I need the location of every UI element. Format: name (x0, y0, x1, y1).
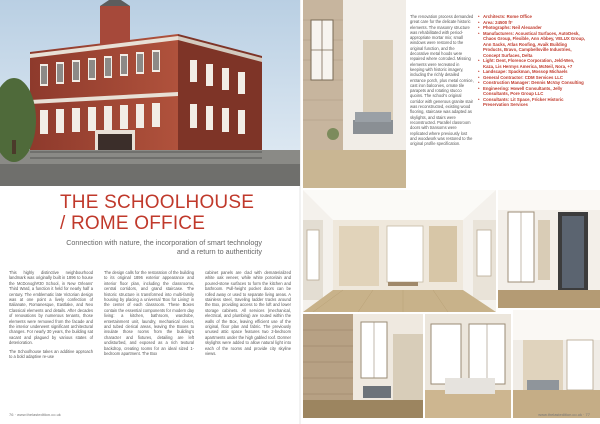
credit-item: • General Contractor: CDM Services LLC (478, 75, 586, 81)
article-title-line2: / ROME OFFICE (60, 213, 206, 234)
stair-photo (303, 314, 423, 418)
body-column-1 (9, 270, 93, 363)
credit-item: • Architects: Rome Office (478, 14, 586, 20)
body-paragraph: The Schoolhouse takes an additive approach to a bold adaptive re-use (9, 348, 93, 360)
credit-item: • Photographs: Neil Alexander (478, 25, 586, 31)
body-column-2 (104, 270, 194, 360)
interior-brick-photo (303, 0, 406, 188)
credit-item: • Consultants: Lit Space, Fricker Historic Preservation Services (478, 97, 586, 108)
body-column-3 (205, 270, 291, 360)
interior-living-photo (303, 190, 496, 312)
kitchen-photo (513, 310, 600, 418)
footer-right: www.thelastedition.co.uk · 77 (538, 412, 590, 417)
credit-item: • Light: Dent, Florence Corporation, Jeld-Wen, Kaza, Lis Hermys America, McNeil, Nora, +7 (478, 58, 586, 69)
exterior-photo (0, 0, 300, 186)
article-subtitle: Connection with nature, the incorporation of smart technology and a return to authenticity (66, 238, 262, 256)
footer-left: 76 · www.thelastedition.co.uk (9, 412, 61, 417)
project-credits (478, 14, 586, 108)
body-paragraph: The design calls for the restoration of the building to its original 1896 exterior appearance and interior floor plan, including the classrooms, central corridors, and grand staircase. The historic structure is transformed into multi-family housing by placing a universal 'Box for Living' in the center of each classroom. These Boxes contain the essential components for modern day living: a kitchen, bathroom, wardrobe, entertainment unit, laundry, mechanical closet, and tubed clerical areas, leaving the Boxes to insulate those rooms from the building's character and fixtures, detailing are left undisturbed, and exposed as a rich textural backdrop, creating rooms for an ideal sized 1-bedroom apartment. The Box (104, 270, 194, 357)
body-paragraph: cabinet panels are clad with dematerialized white oak veneer, while white porcelain and poured-stone surfaces to form the kitchen and bathroom. Pull-height pocket doors can be rolled away or used to separate living areas. A stainless steel, traveling ladder tracks around the Box, providing access to the loft and lower storage cabinets. All services (mechanical, electrical, and plumbing) are routed within the walls of the Box, leaving efficient use of the original, floor plan and fabric. The previously unused attic space features two 2-bedroom apartments under the high gabled roof. Dormer skylights were added to allow natural light into each of the rooms and provide city skyline views. (205, 270, 291, 357)
credit-item: • Manufacturers: Acoustical Surfaces, AutoDesk, Chaos Group, Flexible, Ann Abbey, VELUX Group, Ann Sacks, Atlas Roofing, Avaik Building Products, Bravo, Campbellsville Industries, Concept Surfaces, Delta (478, 31, 586, 59)
credit-item: • Construction Manager: Dennis McVay Consulting (478, 80, 586, 86)
credit-item: • Engineering: Howell Consultants, Jelly Consultants, Pore Group LLC (478, 86, 586, 97)
body-paragraph: This highly distinctive neighbourhood landmark was originally built in 1896 to house the McDonogh#30 School, in New Orleans' Third Ward, a function it held for nearly half a century. The emblematic late Victorian design was at one point a lively confection of Italianate, Romanesque, Eastlake, and Neo Classical elements and details. After decades of renovations by numerous tenants, those elements were removed from the facade and the interior underwent significant architectural changes. For nearly 30 years, the building sat vacant and plagued by various states of deterioration. (9, 270, 93, 346)
bedroom-photo (425, 314, 511, 418)
credit-item: • Landscape: Spackman, Mossop Michaels (478, 69, 586, 75)
hallway-photo (498, 190, 600, 308)
credit-item: • Area: 24500 ft² (478, 20, 586, 26)
article-title-line1: THE SCHOOLHOUSE (60, 192, 255, 213)
intro-paragraph: The renovation process demanded great care for the delicate historic elements. The masonry structure was rehabilitated with period-appropriate mortar mix; small windows were restored to the original function, and the decorative metal hoods were repaired where corroded. Missing elements were recreated in keeping with historic imagery, including the richly detailed entrance porch, plus metal cornice, cast iron balconies, ornate tile parapets and rotating stucco quoins. The school's original corridor with generous granite stair was reconstructed, existing wood flooring, staircase was adapted as skylights, and stairs were reconstructed. Parallel classroom doors with transoms were replicated where previously lost and woodwork was restored to the original profile specification. (410, 14, 474, 147)
